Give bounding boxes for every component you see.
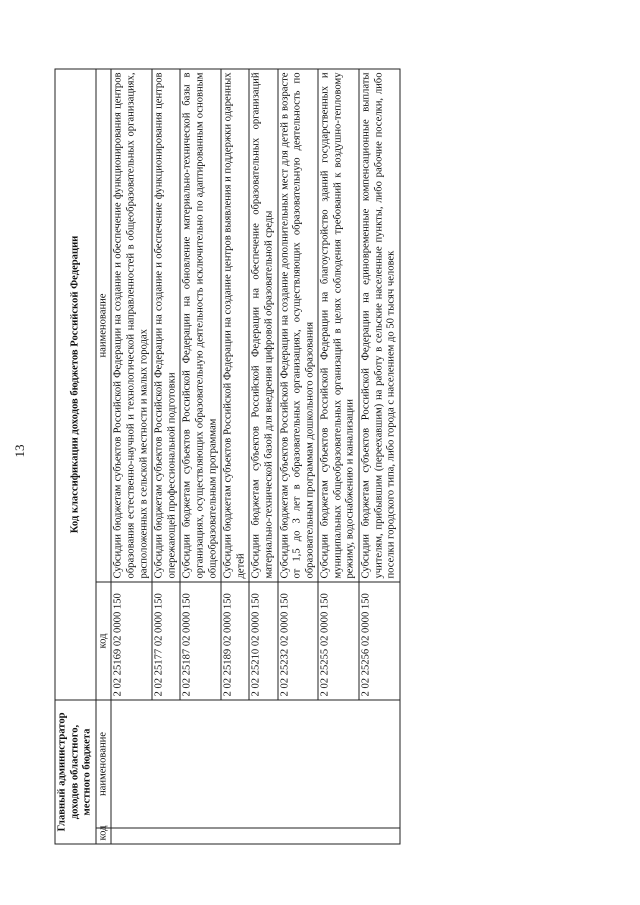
code-cell: 2 02 25232 02 0000 150	[278, 582, 319, 700]
table-row	[111, 69, 152, 844]
name-cell: Субсидии бюджетам субъектов Российской Федерации на единовременные компенсационные выплаты учителям, прибывшим (переехавшим) на работу в сельские населенные пункты, либо рабочие поселки, либо поселки городского типа, либо города с населением до 50 тысяч человек	[359, 69, 400, 582]
rotated-page	[55, 69, 602, 844]
name-cell: Субсидии бюджетам субъектов Российской Федерации на создание дополнительных мест для детей в возрасте от 1,5 до 3 лет в образовательных организациях, осуществляющих образовательную деятельность по образовательным программам дошкольного образования	[278, 69, 319, 582]
table-body	[111, 69, 399, 844]
code-cell: 2 02 25189 02 0000 150	[221, 582, 249, 700]
classification-group-header: Код классификации доходов бюджетов Российской Федерации	[55, 69, 96, 700]
name-header: наименование	[96, 69, 112, 582]
admin-code-header: код	[96, 828, 112, 844]
name-cell: Субсидии бюджетам субъектов Российской Федерации на обновление материально-технической базы в организациях, осуществляющих образовательную деятельность исключительно по адаптированным основным общеобразовательным программам	[180, 69, 221, 582]
code-cell: 2 02 25210 02 0000 150	[249, 582, 277, 700]
name-cell: Субсидии бюджетам субъектов Российской Федерации на создание и обеспечение функционирования центров опережающей профессиональной подготовки	[152, 69, 180, 582]
code-cell: 2 02 25255 02 0000 150	[318, 582, 359, 700]
page-number: 13	[12, 444, 27, 458]
code-cell: 2 02 25177 02 0000 150	[152, 582, 180, 700]
code-cell: 2 02 25256 02 0000 150	[359, 582, 400, 700]
name-cell: Субсидии бюджетам субъектов Российской Федерации на обеспечение образовательных организаций материально-технической базой для внедрения цифровой образовательной среды	[249, 69, 277, 582]
admin-name-cell	[111, 700, 399, 828]
table-subheader-row	[96, 69, 112, 844]
table-header-row	[55, 69, 96, 844]
name-cell: Субсидии бюджетам субъектов Российской Федерации на благоустройство зданий государственных и муниципальных общеобразовательных организаций в целях соблюдения требований к воздушно-тепловому режиму, водоснабжению и канализации	[318, 69, 359, 582]
admin-name-header: наименование	[96, 700, 112, 828]
income-classification-table	[55, 68, 401, 844]
name-cell: Субсидии бюджетам субъектов Российской Федерации на создание и обеспечение функционирования центров образования естественно-научной и технологической направленностей в общеобразовательных организациях, расположенных в сельской местности и малых городах	[111, 69, 152, 582]
name-cell: Субсидии бюджетам субъектов Российской Федерации на создание центров выявления и поддержки одаренных детей	[221, 69, 249, 582]
code-cell: 2 02 25169 02 0000 150	[111, 582, 152, 700]
code-header: код	[96, 582, 112, 700]
admin-group-header: Главный администратор доходов областного, местного бюджета	[55, 700, 96, 844]
code-cell: 2 02 25187 02 0000 150	[180, 582, 221, 700]
admin-code-cell	[111, 828, 399, 844]
